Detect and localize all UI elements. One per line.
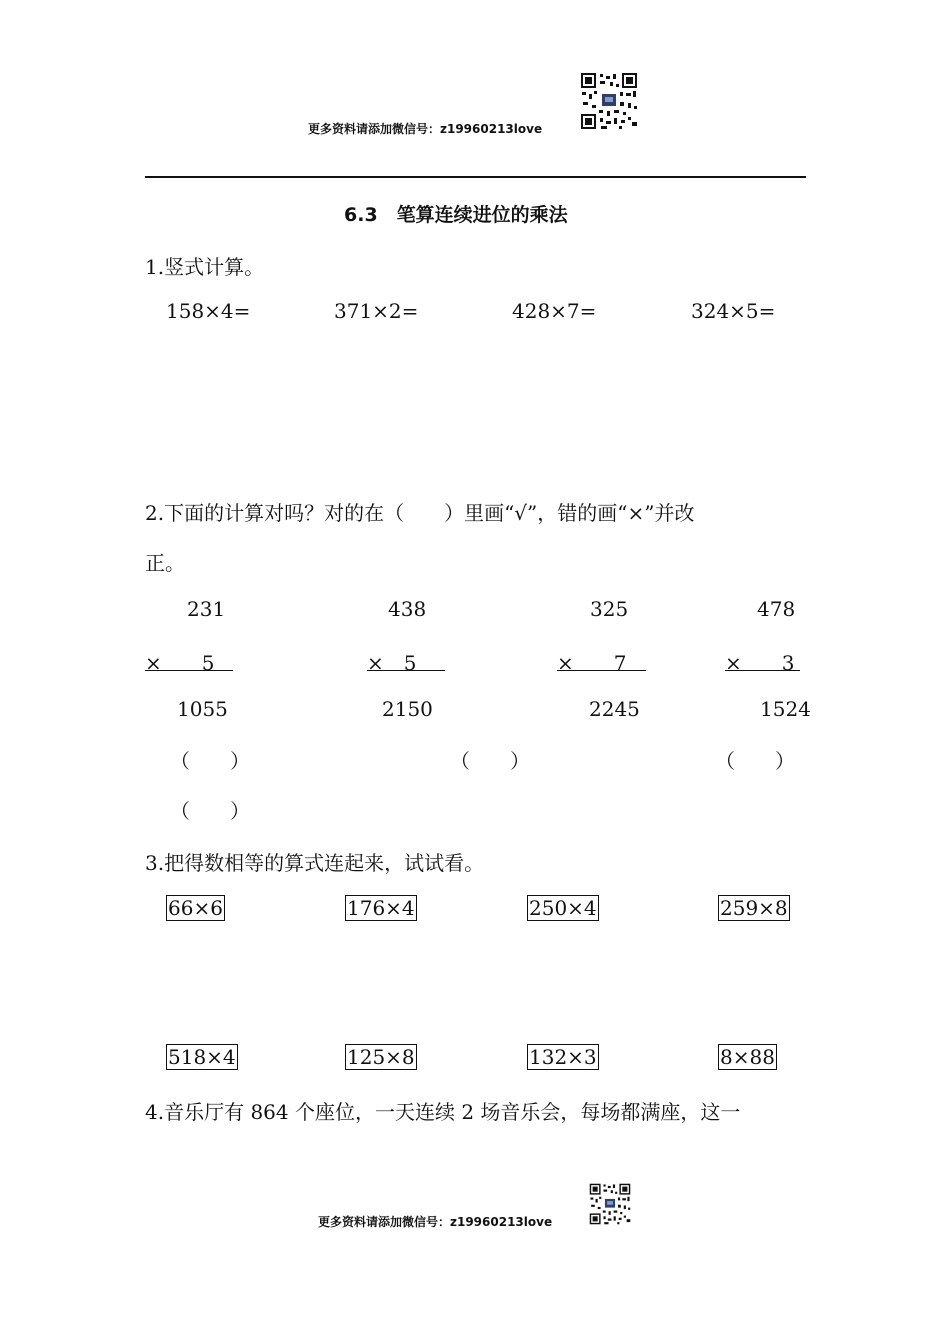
qr-code-icon: [589, 1183, 631, 1225]
qr-code-icon: [580, 72, 638, 130]
q3-expression-box[interactable]: 132×3: [529, 1045, 597, 1069]
q2-result: 2245: [589, 697, 640, 721]
q3-expression-box[interactable]: 518×4: [168, 1045, 236, 1069]
q2-answer-paren: （ ）: [450, 749, 530, 773]
q2-answer-paren: （ ）: [170, 799, 250, 823]
q1-prompt: 1.竖式计算。: [145, 255, 265, 279]
q2-result: 1524: [760, 697, 811, 721]
q1-item: 371×2=: [334, 299, 419, 323]
q2-prompt-line2: 正。: [145, 551, 185, 575]
footer-note: 更多资料请添加微信号：z19960213love: [318, 1215, 553, 1229]
q3-expression-box[interactable]: 176×4: [347, 896, 415, 920]
q2-multiplier: × 3: [725, 651, 795, 675]
q2-answer-paren: （ ）: [715, 749, 795, 773]
q3-expression-box[interactable]: 259×8: [720, 896, 788, 920]
header-divider: [145, 176, 806, 178]
q1-item: 324×5=: [691, 299, 776, 323]
q2-top-number: 231: [187, 597, 226, 621]
q1-item: 158×4=: [166, 299, 251, 323]
q3-expression-box[interactable]: 8×88: [720, 1045, 775, 1069]
page-title: 6.3 笔算连续进位的乘法: [344, 204, 568, 226]
q2-prompt-line1: 2.下面的计算对吗？对的在（ ）里画“√”，错的画“×”并改: [145, 501, 695, 525]
q2-result: 1055: [177, 697, 228, 721]
q3-expression-box[interactable]: 66×6: [168, 896, 223, 920]
header-note: 更多资料请添加微信号：z19960213love: [308, 122, 543, 136]
q2-multiplier: × 5: [367, 651, 417, 675]
q2-top-number: 325: [590, 597, 629, 621]
q2-underline: [725, 670, 800, 671]
q2-multiplier: × 5: [145, 651, 215, 675]
q2-top-number: 438: [388, 597, 427, 621]
q4-prompt: 4.音乐厅有 864 个座位，一天连续 2 场音乐会，每场都满座，这一: [145, 1100, 741, 1124]
q2-result: 2150: [382, 697, 433, 721]
q2-top-number: 478: [757, 597, 796, 621]
q2-underline: [145, 670, 233, 671]
q2-answer-paren: （ ）: [170, 749, 250, 773]
q2-underline: [367, 670, 445, 671]
q2-underline: [557, 670, 646, 671]
q2-multiplier: × 7: [557, 651, 627, 675]
q3-expression-box[interactable]: 125×8: [347, 1045, 415, 1069]
q3-prompt: 3.把得数相等的算式连起来，试试看。: [145, 851, 485, 875]
q1-item: 428×7=: [512, 299, 597, 323]
q3-expression-box[interactable]: 250×4: [529, 896, 597, 920]
